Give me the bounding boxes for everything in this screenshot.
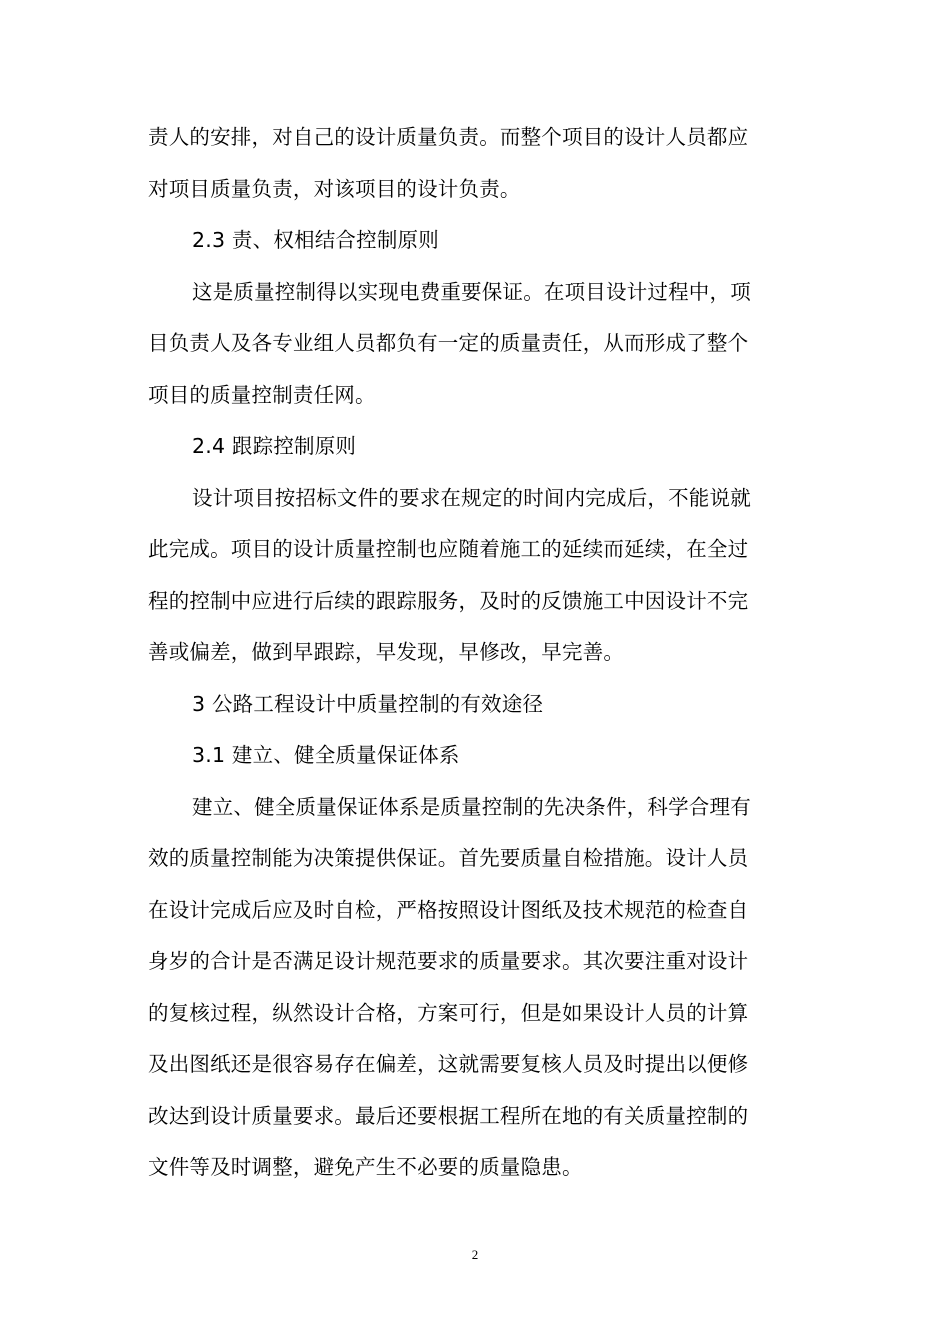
text-line: 建立、健全质量保证体系是质量控制的先决条件，科学合理有 — [192, 794, 751, 819]
text-line: 的复核过程，纵然设计合格，方案可行，但是如果设计人员的计算 — [148, 1000, 749, 1025]
section-heading-3-1: 3.1 建立、健全质量保证体系 — [192, 743, 460, 767]
text-line: 善或偏差，做到早跟踪，早发现，早修改，早完善。 — [148, 640, 625, 664]
text-line: 改达到设计质量要求。最后还要根据工程所在地的有关质量控制的 — [148, 1103, 749, 1128]
text-line: 此完成。项目的设计质量控制也应随着施工的延续而延续，在全过 — [148, 537, 749, 561]
text-line: 在设计完成后应及时自检，严格按照设计图纸及技术规范的检查自 — [148, 897, 749, 922]
text-line: 责人的安排，对自己的设计质量负责。而整个项目的设计人员都应 — [148, 125, 749, 149]
text-line: 设计项目按招标文件的要求在规定的时间内完成后，不能说就 — [192, 485, 751, 510]
text-line: 程的控制中应进行后续的跟踪服务，及时的反馈施工中因设计不完 — [148, 588, 749, 613]
text-line: 项目的质量控制责任网。 — [148, 382, 376, 407]
text-line: 这是质量控制得以实现电费重要保证。在项目设计过程中，项 — [192, 279, 751, 304]
page-number: 2 — [471, 1247, 479, 1262]
text-line: 文件等及时调整，避免产生不必要的质量隐患。 — [148, 1155, 583, 1179]
section-heading-2-3: 2.3 责、权相结合控制原则 — [192, 228, 439, 252]
text-line: 及出图纸还是很容易存在偏差，这就需要复核人员及时提出以便修 — [148, 1052, 749, 1076]
text-line: 目负责人及各专业组人员都负有一定的质量责任，从而形成了整个 — [148, 331, 749, 355]
text-line: 身岁的合计是否满足设计规范要求的质量要求。其次要注重对设计 — [148, 949, 749, 973]
document-body — [148, 112, 800, 1194]
section-heading-3: 3 公路工程设计中质量控制的有效途径 — [192, 691, 544, 716]
section-heading-2-4: 2.4 跟踪控制原则 — [192, 434, 357, 458]
text-line: 对项目质量负责，对该项目的设计负责。 — [148, 176, 521, 201]
text-line: 效的质量控制能为决策提供保证。首先要质量自检措施。设计人员 — [148, 846, 749, 870]
